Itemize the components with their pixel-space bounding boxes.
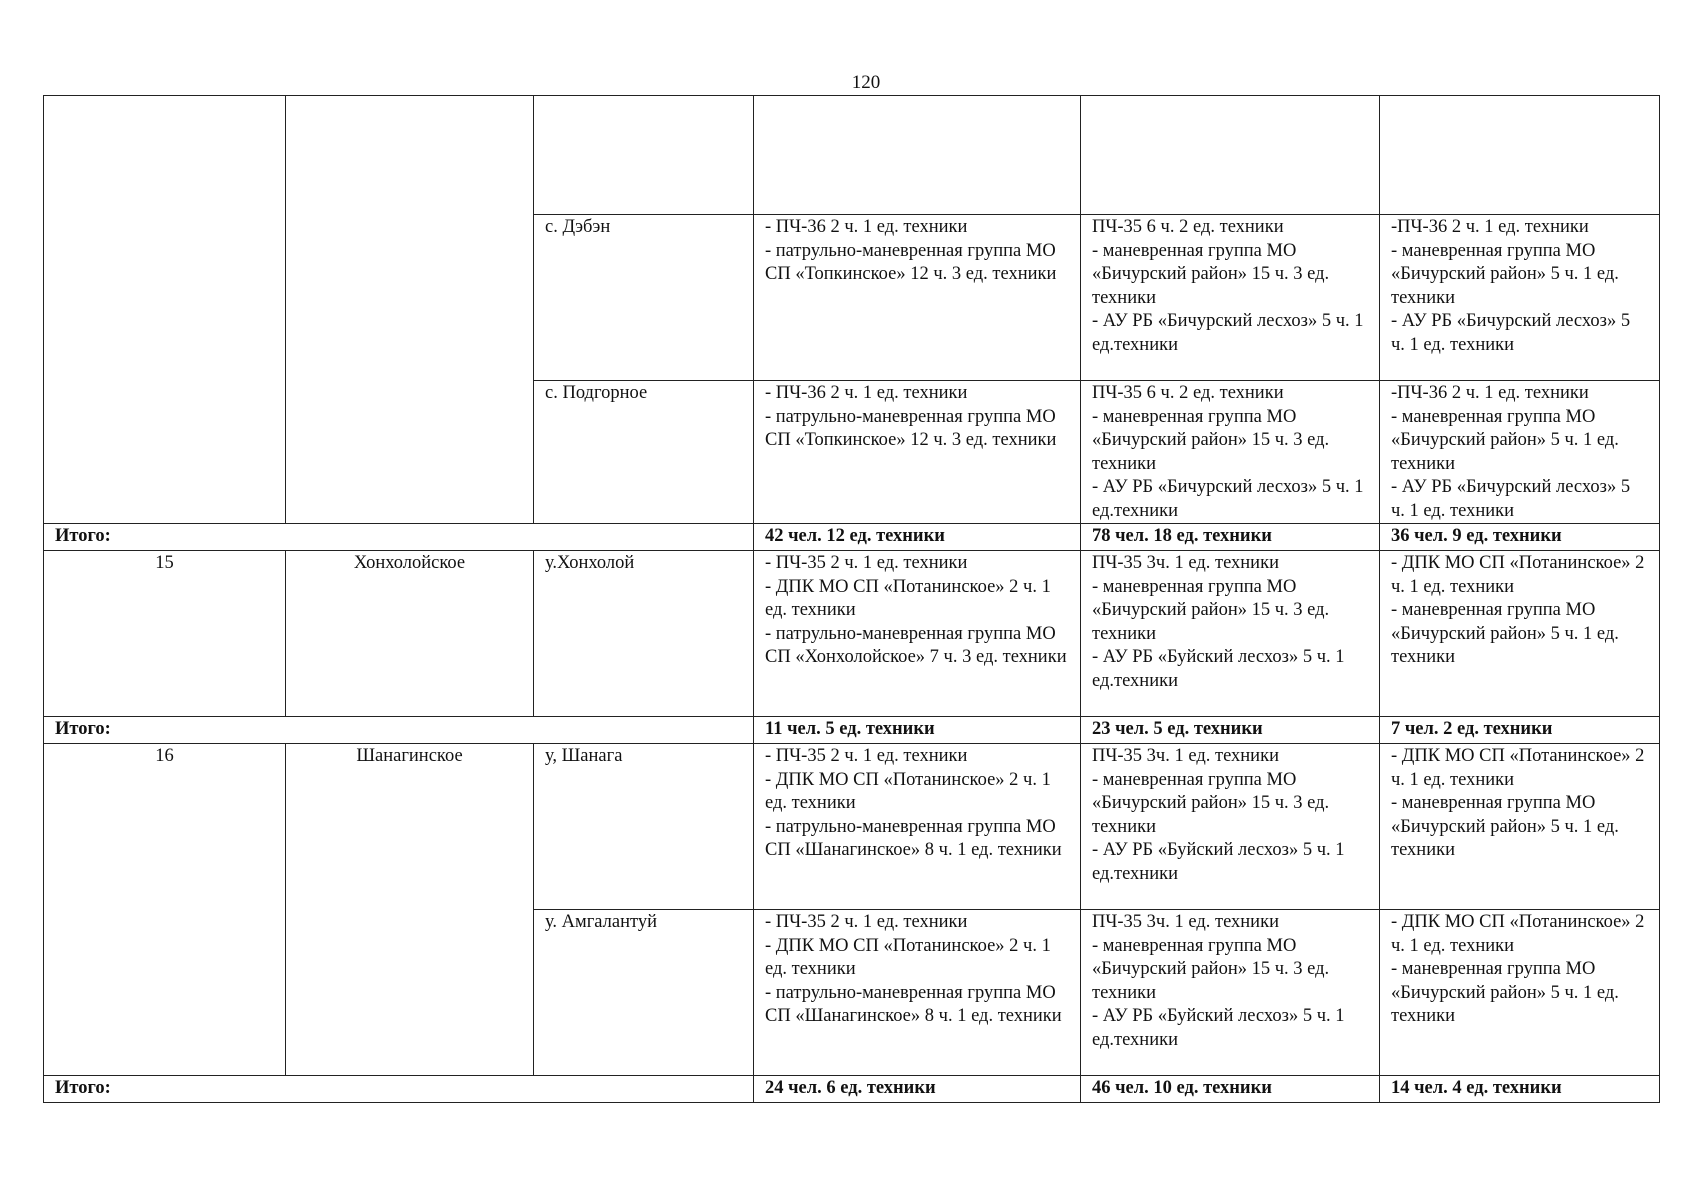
total-label: Итого:: [44, 717, 754, 744]
forces-cell-3: - ДПК МО СП «Потанинское» 2 ч. 1 ед. техники - маневренная группа МО «Бичурский район» 5 ч. 1 ед. техники: [1380, 744, 1660, 910]
total-label: Итого:: [44, 1076, 754, 1103]
page-number: 120: [851, 72, 881, 93]
total-value-1: 11 чел. 5 ед. техники: [754, 717, 1081, 744]
forces-cell-3: -ПЧ-36 2 ч. 1 ед. техники - маневренная группа МО «Бичурский район» 5 ч. 1 ед. техники - АУ РБ «Бичурский лесхоз» 5 ч. 1 ед. техники: [1380, 381, 1660, 524]
total-value-1: 42 чел. 12 ед. техники: [754, 524, 1081, 551]
forces-cell-3: - ДПК МО СП «Потанинское» 2 ч. 1 ед. техники - маневренная группа МО «Бичурский район» 5 ч. 1 ед. техники: [1380, 910, 1660, 1076]
total-value-3: 36 чел. 9 ед. техники: [1380, 524, 1660, 551]
settlement-cell: Шанагинское: [286, 744, 534, 1076]
total-value-3: 7 чел. 2 ед. техники: [1380, 717, 1660, 744]
total-row: [44, 717, 1660, 744]
table-row: [44, 96, 1660, 215]
village-cell: с. Дэбэн: [534, 215, 754, 381]
village-cell: [534, 96, 754, 215]
forces-cell-2: [1081, 96, 1380, 215]
forces-cell-2: ПЧ-35 3ч. 1 ед. техники - маневренная группа МО «Бичурский район» 15 ч. 3 ед. техники - АУ РБ «Буйский лесхоз» 5 ч. 1 ед.техники: [1081, 744, 1380, 910]
forces-cell-2: ПЧ-35 3ч. 1 ед. техники - маневренная группа МО «Бичурский район» 15 ч. 3 ед. техники - АУ РБ «Буйский лесхоз» 5 ч. 1 ед.техники: [1081, 551, 1380, 717]
forces-cell-2: ПЧ-35 6 ч. 2 ед. техники - маневренная группа МО «Бичурский район» 15 ч. 3 ед. техники - АУ РБ «Бичурский лесхоз» 5 ч. 1 ед.техники: [1081, 215, 1380, 381]
forces-cell-1: - ПЧ-36 2 ч. 1 ед. техники - патрульно-маневренная группа МО СП «Топкинское» 12 ч. 3 ед. техники: [754, 381, 1081, 524]
forces-cell-1: - ПЧ-35 2 ч. 1 ед. техники - ДПК МО СП «Потанинское» 2 ч. 1 ед. техники - патрульно-маневренная группа МО СП «Шанагинское» 8 ч. 1 ед. техники: [754, 910, 1081, 1076]
forces-cell-3: -ПЧ-36 2 ч. 1 ед. техники - маневренная группа МО «Бичурский район» 5 ч. 1 ед. техники - АУ РБ «Бичурский лесхоз» 5 ч. 1 ед. техники: [1380, 215, 1660, 381]
forces-cell-3: - ДПК МО СП «Потанинское» 2 ч. 1 ед. техники - маневренная группа МО «Бичурский район» 5 ч. 1 ед. техники: [1380, 551, 1660, 717]
forces-cell-2: ПЧ-35 3ч. 1 ед. техники - маневренная группа МО «Бичурский район» 15 ч. 3 ед. техники - АУ РБ «Буйский лесхоз» 5 ч. 1 ед.техники: [1081, 910, 1380, 1076]
settlement-cell: [286, 96, 534, 524]
number-cell: [44, 96, 286, 524]
total-row: [44, 524, 1660, 551]
forces-cell-2: ПЧ-35 6 ч. 2 ед. техники - маневренная группа МО «Бичурский район» 15 ч. 3 ед. техники - АУ РБ «Бичурский лесхоз» 5 ч. 1 ед.техники: [1081, 381, 1380, 524]
number-cell: 15: [44, 551, 286, 717]
village-cell: у.Хонхолой: [534, 551, 754, 717]
table-row: [44, 551, 1660, 717]
forces-cell-1: - ПЧ-35 2 ч. 1 ед. техники - ДПК МО СП «Потанинское» 2 ч. 1 ед. техники - патрульно-маневренная группа МО СП «Хонхолойское» 7 ч. 3 ед. техники: [754, 551, 1081, 717]
total-value-2: 46 чел. 10 ед. техники: [1081, 1076, 1380, 1103]
total-value-2: 23 чел. 5 ед. техники: [1081, 717, 1380, 744]
forces-cell-1: - ПЧ-36 2 ч. 1 ед. техники - патрульно-маневренная группа МО СП «Топкинское» 12 ч. 3 ед. техники: [754, 215, 1081, 381]
table-row: [44, 744, 1660, 910]
total-label: Итого:: [44, 524, 754, 551]
total-value-1: 24 чел. 6 ед. техники: [754, 1076, 1081, 1103]
village-cell: у. Амгалантуй: [534, 910, 754, 1076]
number-cell: 16: [44, 744, 286, 1076]
forces-cell-3: [1380, 96, 1660, 215]
total-value-3: 14 чел. 4 ед. техники: [1380, 1076, 1660, 1103]
village-cell: у, Шанага: [534, 744, 754, 910]
settlement-cell: Хонхолойское: [286, 551, 534, 717]
forces-cell-1: [754, 96, 1081, 215]
village-cell: с. Подгорное: [534, 381, 754, 524]
forces-cell-1: - ПЧ-35 2 ч. 1 ед. техники - ДПК МО СП «Потанинское» 2 ч. 1 ед. техники - патрульно-маневренная группа МО СП «Шанагинское» 8 ч. 1 ед. техники: [754, 744, 1081, 910]
total-row: [44, 1076, 1660, 1103]
forces-table: [43, 95, 1660, 1103]
total-value-2: 78 чел. 18 ед. техники: [1081, 524, 1380, 551]
